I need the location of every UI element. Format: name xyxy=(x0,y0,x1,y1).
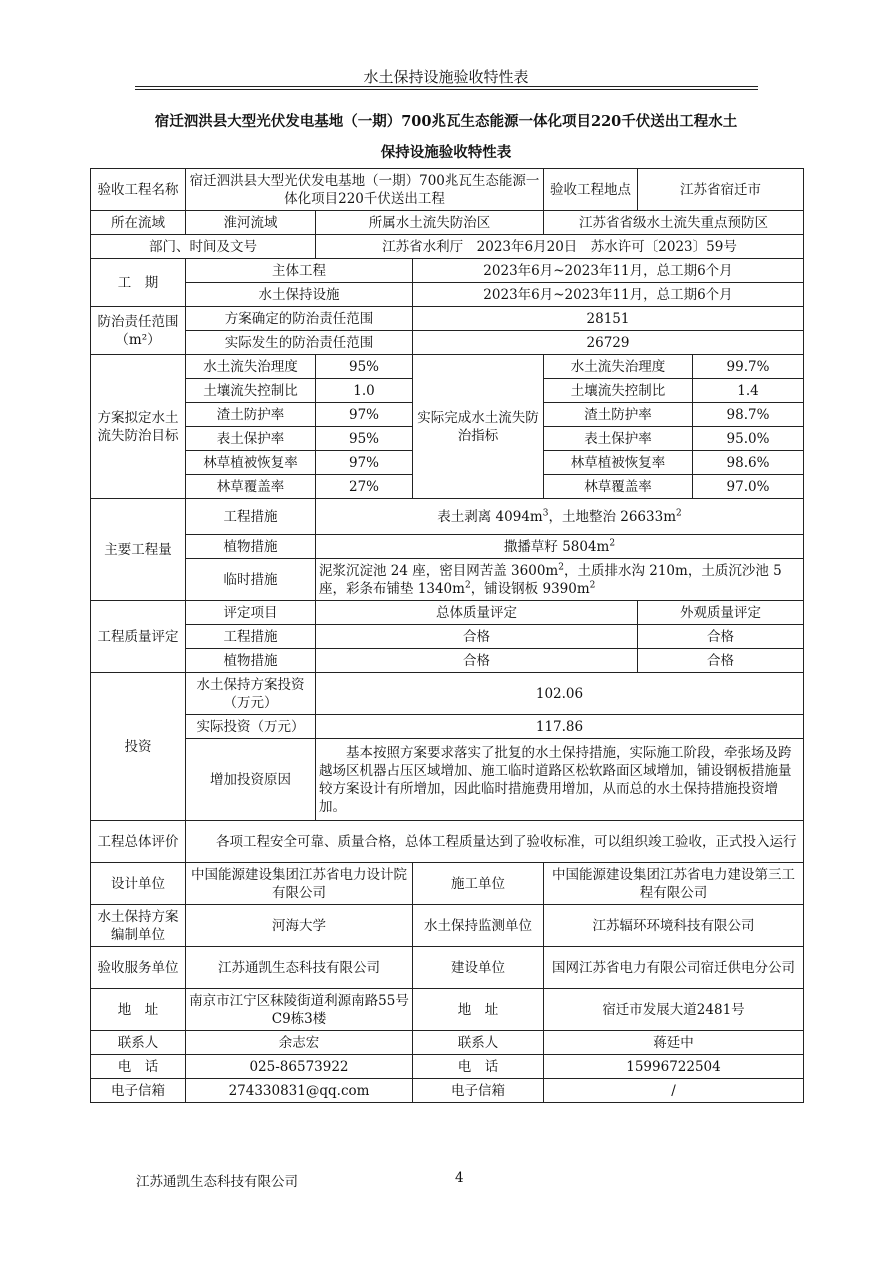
address-label: 地 址 xyxy=(91,989,186,1031)
design-value: 中国能源建设集团江苏省电力设计院有限公司 xyxy=(186,863,413,905)
target-name: 林草覆盖率 xyxy=(186,475,316,499)
approval-value: 江苏省水利厅 2023年6月20日 苏水许可〔2023〕59号 xyxy=(316,235,804,259)
phone-label-right: 电 话 xyxy=(413,1055,544,1079)
scope-actual-value: 26729 xyxy=(413,331,804,355)
quality-overall: 合格 xyxy=(316,625,638,649)
row-works-temp xyxy=(91,559,804,601)
investment-plan-value: 102.06 xyxy=(316,673,804,715)
works-eng-label: 工程措施 xyxy=(186,499,316,535)
scope-actual-label: 实际发生的防治责任范围 xyxy=(186,331,413,355)
target-plan-value: 95% xyxy=(316,355,413,379)
zone-label: 所属水土流失防治区 xyxy=(316,211,544,235)
monitor-value: 江苏辐环环境科技有限公司 xyxy=(544,905,804,947)
target-actual-name: 林草覆盖率 xyxy=(544,475,693,499)
row-scope-actual xyxy=(91,331,804,355)
row-project xyxy=(91,169,804,211)
email-label: 电子信箱 xyxy=(91,1079,186,1103)
row-basin xyxy=(91,211,804,235)
target-name: 渣土防护率 xyxy=(186,403,316,427)
target-actual-name: 表土保护率 xyxy=(544,427,693,451)
acceptance-table xyxy=(90,168,804,1103)
running-header: 水土保持设施验收特性表 xyxy=(363,68,529,86)
investment-reason-value: 基本按照方案要求落实了批复的水土保持措施，实际施工阶段，牵张场及跨越场区机器占压区域增加、施工临时道路区松软路面区域增加，铺设钢板措施量较方案设计有所增加，因此临时措施费用增加，从而总的水土保持措施投资增加。 xyxy=(316,739,804,821)
period-main-label: 主体工程 xyxy=(186,259,413,283)
row-period-sw xyxy=(91,283,804,307)
owner-value: 国网江苏省电力有限公司宿迁供电分公司 xyxy=(544,947,804,989)
contact-left: 余志宏 xyxy=(186,1031,413,1055)
scope-label: 防治责任范围（m²） xyxy=(91,307,186,355)
email-right: / xyxy=(544,1079,804,1103)
row-email xyxy=(91,1079,804,1103)
title-line-2: 保持设施验收特性表 xyxy=(380,144,512,161)
works-temp-value: 泥浆沉淀池 24 座，密目网苦盖 $3600m^2$，土质排水沟 210m，土质沉沙池 5 座，彩条布铺垫 $1340m^2$，铺设钢板 $9390m^2$ xyxy=(316,559,804,601)
target-plan-value: 97% xyxy=(316,451,413,475)
address-left: 南京市江宁区秣陵街道利源南路55号C9栋3楼 xyxy=(186,989,413,1031)
target-actual-value: 95.0% xyxy=(693,427,804,451)
targets-actual-label: 实际完成水土流失防治指标 xyxy=(413,355,544,499)
zone-value: 江苏省省级水土流失重点预防区 xyxy=(544,211,804,235)
row-scope-planned xyxy=(91,307,804,331)
footer-company: 江苏通凯生态科技有限公司 xyxy=(136,1174,298,1190)
quality-overall: 合格 xyxy=(316,649,638,673)
works-plant-label: 植物措施 xyxy=(186,535,316,559)
row-address xyxy=(91,989,804,1031)
quality-item-label: 评定项目 xyxy=(186,601,316,625)
target-name: 水土流失治理度 xyxy=(186,355,316,379)
target-actual-value: 1.4 xyxy=(693,379,804,403)
investment-reason-label: 增加投资原因 xyxy=(186,739,316,821)
scope-planned-label: 方案确定的防治责任范围 xyxy=(186,307,413,331)
quality-appearance: 合格 xyxy=(638,625,804,649)
target-plan-value: 97% xyxy=(316,403,413,427)
investment-plan-label: 水土保持方案投资（万元） xyxy=(186,673,316,715)
row-quality-head xyxy=(91,601,804,625)
row-works-plant xyxy=(91,535,804,559)
quality-appearance: 合格 xyxy=(638,649,804,673)
header-rule-thin xyxy=(135,89,758,90)
target-name: 土壤流失控制比 xyxy=(186,379,316,403)
row-period-main xyxy=(91,259,804,283)
target-plan-value: 27% xyxy=(316,475,413,499)
design-label: 设计单位 xyxy=(91,863,186,905)
basin-value: 淮河流域 xyxy=(186,211,316,235)
row-plan-author xyxy=(91,905,804,947)
row-invest-plan xyxy=(91,673,804,715)
quality-appearance-label: 外观质量评定 xyxy=(638,601,804,625)
target-actual-value: 98.6% xyxy=(693,451,804,475)
title-line-1: 宿迁泗洪县大型光伏发电基地（一期）700兆瓦生态能源一体化项目220千伏送出工程水土 xyxy=(154,113,738,130)
project-location-label: 验收工程地点 xyxy=(544,169,638,211)
service-label: 验收服务单位 xyxy=(91,947,186,989)
quality-overall-label: 总体质量评定 xyxy=(316,601,638,625)
quality-label: 工程质量评定 xyxy=(91,601,186,673)
target-name: 表土保护率 xyxy=(186,427,316,451)
page-number: 4 xyxy=(455,1170,464,1186)
target-plan-value: 1.0 xyxy=(316,379,413,403)
phone-label: 电 话 xyxy=(91,1055,186,1079)
period-sw-label: 水土保持设施 xyxy=(186,283,413,307)
target-plan-value: 95% xyxy=(316,427,413,451)
targets-plan-label: 方案拟定水土流失防治目标 xyxy=(91,355,186,499)
row-invest-reason xyxy=(91,739,804,821)
phone-right: 15996722504 xyxy=(544,1055,804,1079)
quality-row xyxy=(91,649,804,673)
service-value: 江苏通凯生态科技有限公司 xyxy=(186,947,413,989)
quality-row xyxy=(91,625,804,649)
target-actual-name: 水土流失治理度 xyxy=(544,355,693,379)
period-sw-value: 2023年6月~2023年11月，总工期6个月 xyxy=(413,283,804,307)
project-location-value: 江苏省宿迁市 xyxy=(638,169,804,211)
quality-item: 工程措施 xyxy=(186,625,316,649)
target-actual-name: 林草植被恢复率 xyxy=(544,451,693,475)
owner-label: 建设单位 xyxy=(413,947,544,989)
project-name-label: 验收工程名称 xyxy=(91,169,186,211)
plan-author-label: 水土保持方案编制单位 xyxy=(91,905,186,947)
target-actual-name: 土壤流失控制比 xyxy=(544,379,693,403)
row-invest-actual xyxy=(91,715,804,739)
works-temp-label: 临时措施 xyxy=(186,559,316,601)
target-row xyxy=(91,355,804,379)
works-label: 主要工程量 xyxy=(91,499,186,601)
investment-label: 投资 xyxy=(91,673,186,821)
period-main-value: 2023年6月~2023年11月，总工期6个月 xyxy=(413,259,804,283)
email-left: 274330831@qq.com xyxy=(186,1079,413,1103)
address-right: 宿迁市发展大道2481号 xyxy=(544,989,804,1031)
investment-actual-value: 117.86 xyxy=(316,715,804,739)
row-evaluation xyxy=(91,821,804,863)
header-rule xyxy=(135,86,758,87)
target-actual-value: 98.7% xyxy=(693,403,804,427)
period-label: 工 期 xyxy=(91,259,186,307)
works-plant-value: 撒播草籽 $5804m^2$ xyxy=(316,535,804,559)
construct-label: 施工单位 xyxy=(413,863,544,905)
row-works-eng xyxy=(91,499,804,535)
plan-author-value: 河海大学 xyxy=(186,905,413,947)
contact-right: 蒋廷中 xyxy=(544,1031,804,1055)
target-actual-name: 渣土防护率 xyxy=(544,403,693,427)
approval-label: 部门、时间及文号 xyxy=(91,235,316,259)
email-label-right: 电子信箱 xyxy=(413,1079,544,1103)
investment-actual-label: 实际投资（万元） xyxy=(186,715,316,739)
works-eng-value: 表土剥离 $4094m^3$，土地整治 $26633m^2$ xyxy=(316,499,804,535)
contact-label: 联系人 xyxy=(91,1031,186,1055)
row-contact xyxy=(91,1031,804,1055)
evaluation-value: 各项工程安全可靠、质量合格，总体工程质量达到了验收标准，可以组织竣工验收，正式投入运行 xyxy=(186,821,804,863)
target-actual-value: 99.7% xyxy=(693,355,804,379)
scope-planned-value: 28151 xyxy=(413,307,804,331)
phone-left: 025-86573922 xyxy=(186,1055,413,1079)
quality-item: 植物措施 xyxy=(186,649,316,673)
document-title xyxy=(120,106,772,168)
basin-label: 所在流域 xyxy=(91,211,186,235)
target-name: 林草植被恢复率 xyxy=(186,451,316,475)
project-name-value: 宿迁泗洪县大型光伏发电基地（一期）700兆瓦生态能源一体化项目220千伏送出工程 xyxy=(186,169,544,211)
target-actual-value: 97.0% xyxy=(693,475,804,499)
row-phone xyxy=(91,1055,804,1079)
address-label-right: 地 址 xyxy=(413,989,544,1031)
contact-label-right: 联系人 xyxy=(413,1031,544,1055)
construct-value: 中国能源建设集团江苏省电力建设第三工程有限公司 xyxy=(544,863,804,905)
row-service xyxy=(91,947,804,989)
evaluation-label: 工程总体评价 xyxy=(91,821,186,863)
row-approval xyxy=(91,235,804,259)
monitor-label: 水土保持监测单位 xyxy=(413,905,544,947)
row-design xyxy=(91,863,804,905)
